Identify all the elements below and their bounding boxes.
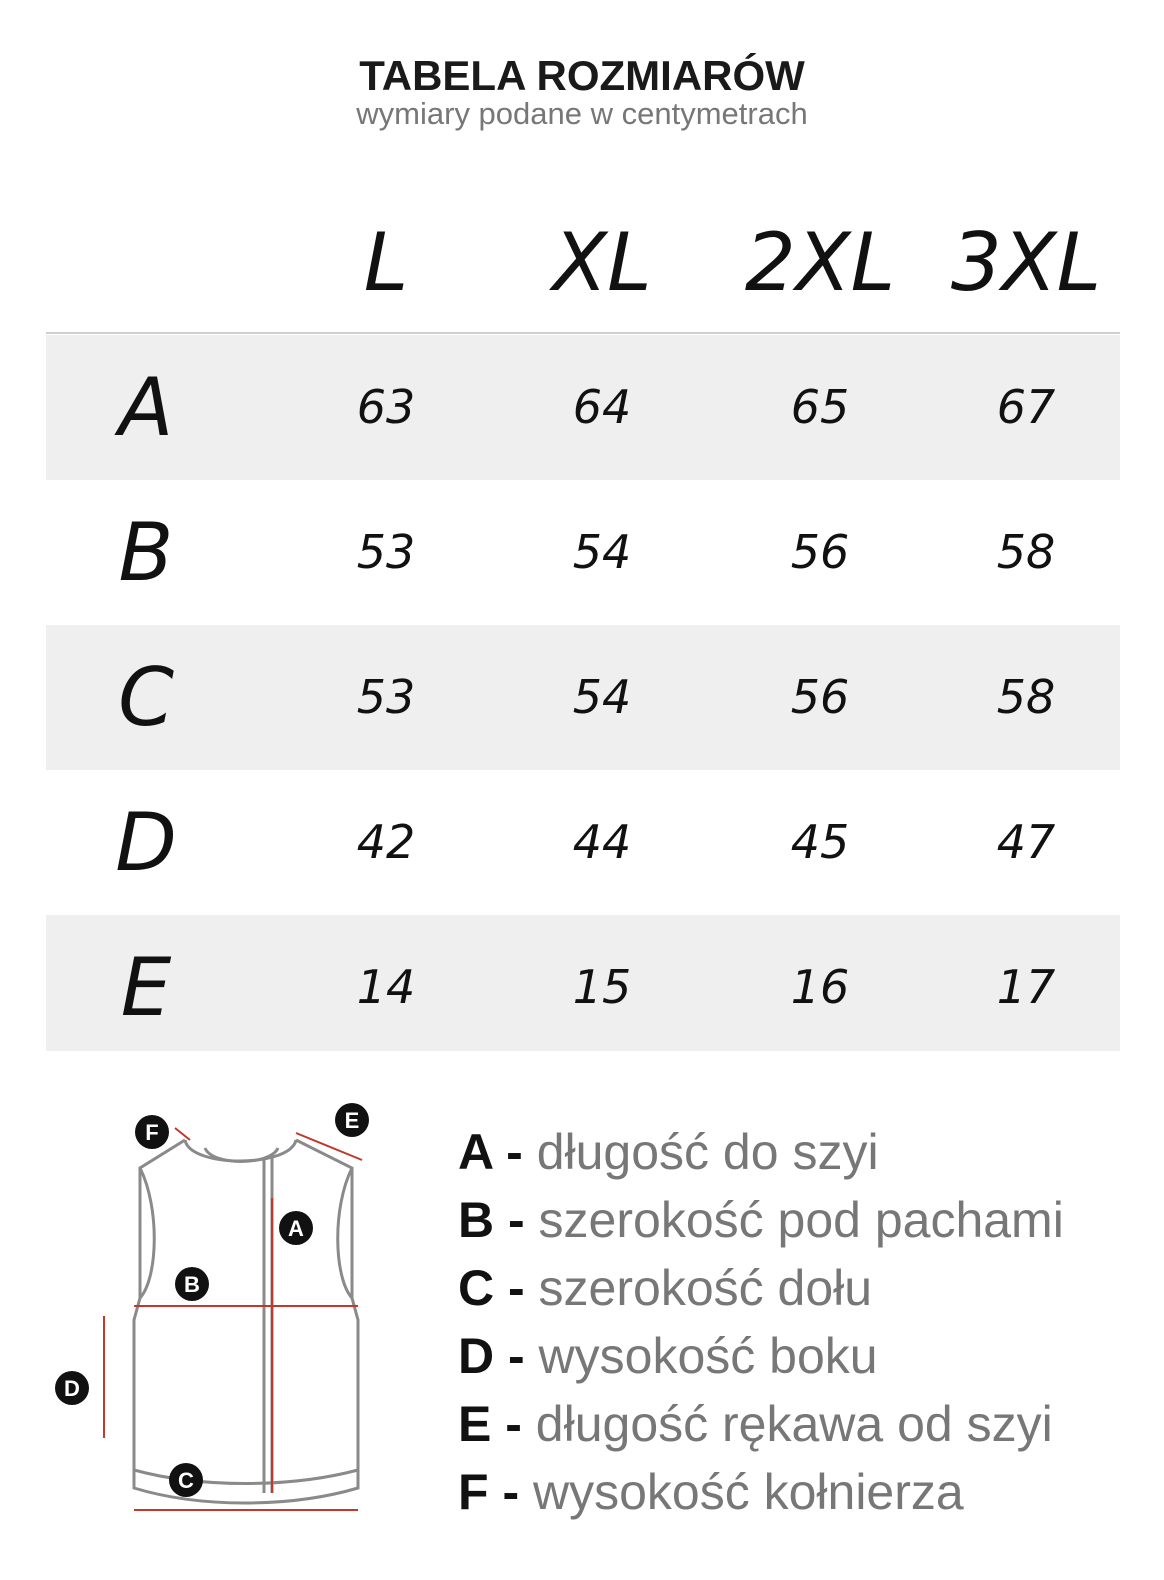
table-cell: 54 (572, 525, 632, 579)
marker-f (135, 1115, 169, 1149)
size-header-3xl: 3XL (950, 216, 1102, 309)
table-row-b: B 53 54 56 58 (46, 480, 1120, 625)
table-cell: 56 (790, 525, 850, 579)
table-cell: 58 (996, 525, 1056, 579)
legend-item-d: D - wysokość boku (458, 1328, 878, 1384)
table-cell: 53 (356, 525, 416, 579)
svg-text:F: F (145, 1120, 159, 1145)
table-cell: 14 (356, 960, 416, 1014)
marker-e (335, 1103, 369, 1137)
table-row-a: A 63 64 65 67 (46, 335, 1120, 480)
table-cell: 54 (572, 670, 632, 724)
legend-item-e: E - długość rękawa od szyi (458, 1396, 1053, 1452)
table-cell: 17 (996, 960, 1056, 1014)
table-cell: 44 (572, 815, 632, 869)
svg-text:A: A (288, 1216, 304, 1241)
vest-outline (134, 1140, 358, 1503)
legend-item-b: B - szerokość pod pachami (458, 1192, 1064, 1248)
size-header-l: L (363, 216, 409, 309)
table-cell: 47 (996, 815, 1056, 869)
svg-text:C: C (178, 1468, 194, 1493)
page-subtitle: wymiary podane w centymetrach (356, 96, 808, 131)
svg-text:B: B (184, 1272, 200, 1297)
table-cell: 63 (356, 380, 416, 434)
page-title: TABELA ROZMIARÓW (359, 52, 805, 99)
measurement-legend (458, 1118, 1148, 1526)
svg-text:E: E (344, 1108, 360, 1133)
table-cell: 45 (790, 815, 850, 869)
table-row-c: C 53 54 56 58 (46, 625, 1120, 770)
marker-b (175, 1267, 209, 1301)
table-row-e: E 14 15 16 17 (46, 915, 1120, 1051)
table-cell: 65 (790, 380, 850, 434)
table-cell: 56 (790, 670, 850, 724)
table-cell: 64 (572, 380, 632, 434)
vest-diagram (40, 1088, 440, 1538)
measurement-lines (104, 1128, 362, 1510)
legend-item-f: F - wysokość kołnierza (458, 1464, 964, 1520)
marker-c (169, 1463, 203, 1497)
table-cell: 15 (572, 960, 632, 1014)
table-cell: 67 (996, 380, 1056, 434)
marker-d (55, 1371, 89, 1405)
header-divider (46, 332, 1120, 334)
table-cell: 58 (996, 670, 1056, 724)
size-header-xl: XL (552, 216, 652, 309)
svg-text:D: D (64, 1376, 80, 1401)
legend-item-c: C - szerokość dołu (458, 1260, 873, 1316)
table-cell: 42 (356, 815, 416, 869)
marker-a (279, 1211, 313, 1245)
size-header-2xl: 2XL (744, 216, 896, 309)
legend-item-a: A - długość do szyi (458, 1124, 879, 1180)
table-cell: 53 (356, 670, 416, 724)
table-row-d: D 42 44 45 47 (46, 770, 1120, 915)
table-cell: 16 (790, 960, 850, 1014)
